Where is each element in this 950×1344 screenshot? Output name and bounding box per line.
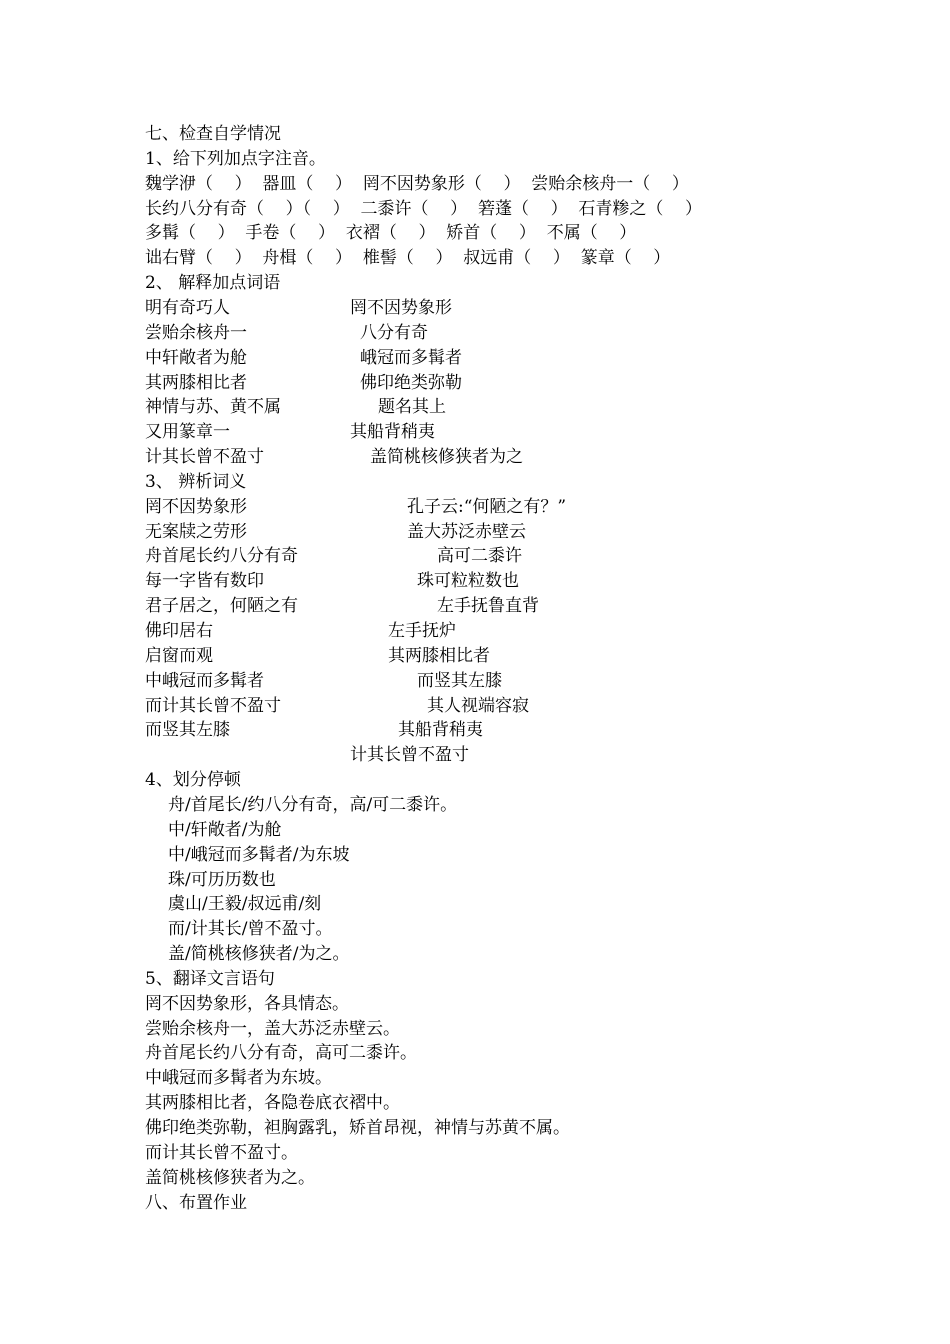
text-line-12-col-1: 神情与苏、黄不属 xyxy=(145,397,281,417)
text-line-21-col-1: 佛印居右 xyxy=(145,621,213,641)
text-line-8-col-2: 罔不因势象形 xyxy=(350,298,452,318)
text-line-3: 魏学洢（ ） 器皿（ ） 罔不因势象形（ ） 尝贻余核舟一（ ） xyxy=(145,174,689,194)
text-line-40: 其两膝相比者，各隐卷底衣褶中。 xyxy=(145,1093,400,1113)
text-line-25-col-1: 而竖其左膝 xyxy=(145,720,230,740)
text-line-13-col-1: 又用篆章一 xyxy=(145,422,230,442)
text-line-24-col-2: 其人视端容寂 xyxy=(427,696,529,716)
text-line-39: 中峨冠而多髯者为东坡。 xyxy=(145,1068,332,1088)
text-line-28: 舟/首尾长/约八分有奇，高/可二黍许。 xyxy=(168,795,458,815)
text-line-6: 诎右臂（ ） 舟楫（ ） 椎髻（ ） 叔远甫（ ） 篆章（ ） xyxy=(145,248,671,268)
text-line-13-col-2: 其船背稍夷 xyxy=(350,422,435,442)
text-line-18-col-1: 舟首尾长约八分有奇 xyxy=(145,546,298,566)
text-line-19-col-2: 珠可粒粒数也 xyxy=(417,571,519,591)
text-line-22-col-2: 其两膝相比者 xyxy=(388,646,490,666)
text-line-14-col-1: 计其长曾不盈寸 xyxy=(145,447,264,467)
text-line-31: 珠/可历历数也 xyxy=(168,870,276,890)
text-line-14-col-2: 盖简桃核修狭者为之 xyxy=(370,447,523,467)
text-line-42: 而计其长曾不盈寸。 xyxy=(145,1143,298,1163)
text-line-5: 多髯（ ） 手卷（ ） 衣褶（ ） 矫首（ ） 不属（ ） xyxy=(145,223,637,243)
text-line-17-col-2: 盖大苏泛赤壁云 xyxy=(407,522,526,542)
text-line-10-col-2: 峨冠而多髯者 xyxy=(360,348,462,368)
text-line-29: 中/轩敞者/为舱 xyxy=(168,820,282,840)
text-line-23-col-2: 而竖其左膝 xyxy=(417,671,502,691)
text-line-32: 虞山/王毅/叔远甫/刻 xyxy=(168,894,322,914)
text-line-25-col-2: 其船背稍夷 xyxy=(398,720,483,740)
text-line-15: 3、 辨析词义 xyxy=(145,472,247,492)
text-line-44: 八、布置作业 xyxy=(145,1193,247,1213)
text-line-30: 中/峨冠而多髯者/为东坡 xyxy=(168,845,350,865)
text-line-36: 罔不因势象形，各具情态。 xyxy=(145,994,349,1014)
text-line-27: 4、划分停顿 xyxy=(145,770,241,790)
text-line-20-col-1: 君子居之，何陋之有 xyxy=(145,596,298,616)
text-line-17-col-1: 无案牍之劳形 xyxy=(145,522,247,542)
text-line-4: 长约八分有奇（ ）（ ） 二黍许（ ） 箬蓬（ ） 石青糁之（ ） xyxy=(145,199,702,219)
text-line-22-col-1: 启窗而观 xyxy=(145,646,213,666)
text-line-35: 5、翻译文言语句 xyxy=(145,969,275,989)
text-line-21-col-2: 左手抚炉 xyxy=(388,621,456,641)
text-line-16-col-2: 孔子云:“何陋之有？” xyxy=(407,497,567,517)
text-line-9-col-2: 八分有奇 xyxy=(360,323,428,343)
text-line-11-col-2: 佛印绝类弥勒 xyxy=(360,373,462,393)
text-line-1: 七、检查自学情况 xyxy=(145,124,281,144)
text-line-9-col-1: 尝贻余核舟一 xyxy=(145,323,247,343)
text-line-34: 盖/简桃核修狭者/为之。 xyxy=(168,944,350,964)
text-line-19-col-1: 每一字皆有数印 xyxy=(145,571,264,591)
text-line-8-col-1: 明有奇巧人 xyxy=(145,298,230,318)
text-line-26: 计其长曾不盈寸 xyxy=(350,745,469,765)
text-line-11-col-1: 其两膝相比者 xyxy=(145,373,247,393)
text-line-18-col-2: 高可二黍许 xyxy=(437,546,522,566)
text-line-12-col-2: 题名其上 xyxy=(378,397,446,417)
text-line-43: 盖简桃核修狭者为之。 xyxy=(145,1168,315,1188)
text-line-41: 佛印绝类弥勒，袒胸露乳，矫首昂视，神情与苏黄不属。 xyxy=(145,1118,570,1138)
text-line-7: 2、 解释加点词语 xyxy=(145,273,281,293)
text-line-23-col-1: 中峨冠而多髯者 xyxy=(145,671,264,691)
text-line-10-col-1: 中轩敞者为舱 xyxy=(145,348,247,368)
text-line-38: 舟首尾长约八分有奇，高可二黍许。 xyxy=(145,1043,417,1063)
text-line-33: 而/计其长/曾不盈寸。 xyxy=(168,919,333,939)
text-line-20-col-2: 左手抚鲁直背 xyxy=(437,596,539,616)
text-line-24-col-1: 而计其长曾不盈寸 xyxy=(145,696,281,716)
text-line-2: 1、给下列加点字注音。 xyxy=(145,149,326,169)
text-line-37: 尝贻余核舟一，盖大苏泛赤壁云。 xyxy=(145,1019,400,1039)
text-line-16-col-1: 罔不因势象形 xyxy=(145,497,247,517)
